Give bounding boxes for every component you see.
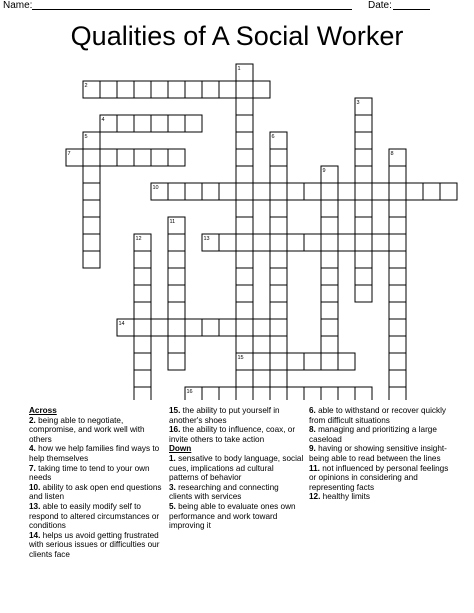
clue-text: able to withstand or recover quickly from difficult situations — [309, 406, 446, 425]
clue-num: 14. — [29, 530, 43, 540]
clue-num: 11. — [309, 463, 323, 473]
grid-cell[interactable] — [202, 183, 219, 200]
clue-text: being able to evaluate ones own performance and work toward improving it — [169, 501, 296, 531]
grid-cell[interactable] — [304, 387, 321, 400]
grid-cell[interactable] — [236, 132, 253, 149]
clues-column-2 — [169, 406, 304, 531]
grid-cell[interactable] — [168, 319, 185, 336]
grid-cell[interactable] — [185, 81, 202, 98]
clue-number: 9 — [322, 168, 326, 174]
grid-cell[interactable] — [304, 234, 321, 251]
grid-cell[interactable] — [83, 217, 100, 234]
clue-text: the ability to put yourself in another's shoes — [169, 406, 280, 425]
down-clue — [309, 425, 449, 444]
across-clue — [169, 406, 304, 425]
clue-num: 3. — [169, 482, 179, 492]
grid-cell[interactable] — [304, 183, 321, 200]
date-label: Date: — [368, 0, 392, 11]
grid-cell[interactable] — [151, 81, 168, 98]
grid-cell[interactable] — [270, 302, 287, 319]
grid-cell[interactable] — [321, 268, 338, 285]
grid-cell[interactable] — [202, 387, 219, 400]
grid-cell[interactable] — [355, 183, 372, 200]
grid-cell[interactable] — [134, 319, 151, 336]
grid-cell[interactable] — [117, 149, 134, 166]
grid-cell[interactable] — [236, 166, 253, 183]
grid-cell[interactable] — [134, 302, 151, 319]
grid-cell[interactable] — [321, 234, 338, 251]
grid-cell[interactable] — [236, 302, 253, 319]
grid-cell[interactable] — [117, 81, 134, 98]
grid-cell[interactable] — [321, 353, 338, 370]
grid-cell[interactable] — [151, 319, 168, 336]
grid-cell[interactable] — [389, 217, 406, 234]
clue-number: 1 — [237, 66, 241, 72]
grid-cell[interactable] — [168, 81, 185, 98]
clue-num: 15. — [169, 406, 183, 415]
grid-cell[interactable] — [355, 251, 372, 268]
clue-num: 8. — [309, 425, 319, 435]
clue-num: 1. — [169, 453, 179, 463]
grid-cell[interactable] — [83, 234, 100, 251]
grid-cell[interactable] — [134, 115, 151, 132]
clue-number: 8 — [390, 151, 394, 157]
grid-cell[interactable] — [236, 217, 253, 234]
grid-cell[interactable] — [389, 285, 406, 302]
grid-cell[interactable] — [168, 268, 185, 285]
down-clue — [309, 492, 449, 502]
grid-cell[interactable] — [236, 81, 253, 98]
grid-cell[interactable] — [270, 268, 287, 285]
across-clue — [29, 444, 167, 463]
grid-cell[interactable] — [270, 387, 287, 400]
grid-cell[interactable] — [406, 183, 423, 200]
grid-cell[interactable] — [134, 149, 151, 166]
grid-cell[interactable] — [321, 251, 338, 268]
grid-cell[interactable] — [219, 234, 236, 251]
grid-cell[interactable] — [389, 353, 406, 370]
clue-text: not influenced by personal feelings or opinions in considering and representing facts — [309, 463, 449, 492]
grid-cell[interactable] — [100, 81, 117, 98]
grid-cell[interactable] — [236, 98, 253, 115]
name-label: Name: — [3, 0, 33, 11]
clue-text: researching and connecting clients with services — [169, 482, 279, 502]
grid-cell[interactable] — [287, 387, 304, 400]
grid-cell[interactable] — [236, 387, 253, 400]
clue-text: being able to negotiate, compromise, and work well with others — [29, 415, 145, 444]
grid-cell[interactable] — [389, 234, 406, 251]
clue-text: sensative to body language, social cues, implications ad cultural patterns of behavior — [169, 453, 304, 483]
grid-cell[interactable] — [287, 353, 304, 370]
grid-cell[interactable] — [355, 132, 372, 149]
clue-num: 2. — [29, 415, 39, 425]
grid-cell[interactable] — [253, 183, 270, 200]
across-clue — [29, 531, 167, 560]
down-clue — [169, 502, 304, 531]
across-clue — [29, 502, 167, 531]
grid-cell[interactable] — [236, 183, 253, 200]
grid-cell[interactable] — [100, 149, 117, 166]
grid-cell[interactable] — [270, 166, 287, 183]
clue-number: 15 — [237, 355, 244, 361]
grid-cell[interactable] — [236, 251, 253, 268]
grid-cell[interactable] — [185, 319, 202, 336]
clue-number: 12 — [135, 236, 142, 242]
grid-cell[interactable] — [270, 149, 287, 166]
clue-number: 7 — [67, 151, 71, 157]
grid-cell[interactable] — [134, 370, 151, 387]
clue-num: 6. — [309, 406, 319, 415]
grid-cell[interactable] — [270, 370, 287, 387]
grid-cell[interactable] — [168, 183, 185, 200]
clue-num: 13. — [29, 501, 43, 511]
page-title: Qualities of A Social Worker — [70, 21, 404, 51]
clue-number: 6 — [271, 134, 275, 140]
grid-cell[interactable] — [151, 115, 168, 132]
grid-cell[interactable] — [270, 353, 287, 370]
clue-number: 13 — [203, 236, 210, 242]
grid-cell[interactable] — [168, 285, 185, 302]
grid-cell[interactable] — [253, 353, 270, 370]
grid-cell[interactable] — [134, 268, 151, 285]
grid-cell[interactable] — [389, 251, 406, 268]
grid-cell[interactable] — [236, 149, 253, 166]
clue-number: 2 — [84, 83, 88, 89]
grid-cell[interactable] — [372, 183, 389, 200]
across-clue — [169, 425, 304, 444]
clue-text: the ability to influence, coax, or invite others to take action — [169, 425, 296, 444]
clue-text: taking time to tend to your own needs — [29, 463, 150, 483]
grid-cell[interactable] — [134, 353, 151, 370]
grid-cell[interactable] — [338, 234, 355, 251]
clue-number: 11 — [169, 219, 176, 225]
grid-cell[interactable] — [253, 81, 270, 98]
grid-cell[interactable] — [83, 183, 100, 200]
clue-number: 3 — [356, 100, 360, 106]
across-clue — [29, 464, 167, 483]
grid-cell[interactable] — [321, 217, 338, 234]
grid-cell[interactable] — [355, 115, 372, 132]
grid-cell[interactable] — [355, 234, 372, 251]
clue-num: 4. — [29, 444, 39, 454]
across-clue — [29, 483, 167, 502]
grid-cell[interactable] — [117, 115, 134, 132]
clue-text: ability to ask open end questions and listen — [29, 482, 162, 502]
grid-cell[interactable] — [219, 387, 236, 400]
grid-cell[interactable] — [236, 285, 253, 302]
grid-cell[interactable] — [355, 268, 372, 285]
clue-num: 10. — [29, 482, 43, 492]
grid-cell[interactable] — [355, 166, 372, 183]
grid-cell[interactable] — [134, 336, 151, 353]
grid-cell[interactable] — [355, 200, 372, 217]
clue-number: 5 — [84, 134, 88, 140]
grid-cell[interactable] — [253, 234, 270, 251]
grid-cell[interactable] — [219, 319, 236, 336]
grid-cell[interactable] — [355, 387, 372, 400]
grid-cell[interactable] — [338, 353, 355, 370]
grid-cell[interactable] — [270, 183, 287, 200]
grid-cell[interactable] — [151, 149, 168, 166]
grid-cell[interactable] — [236, 319, 253, 336]
grid-cell[interactable] — [338, 183, 355, 200]
grid-cell[interactable] — [134, 387, 151, 400]
clue-number: 10 — [152, 185, 159, 191]
grid-cell[interactable] — [321, 285, 338, 302]
clue-number: 14 — [118, 321, 125, 327]
grid-cell[interactable] — [185, 115, 202, 132]
down-clue — [169, 454, 304, 483]
down-clue — [309, 464, 449, 493]
grid-cell[interactable] — [389, 370, 406, 387]
clue-text: how we help families find ways to help themselves — [29, 444, 160, 463]
grid-cell[interactable] — [83, 149, 100, 166]
grid-cell[interactable] — [440, 183, 457, 200]
grid-cell[interactable] — [168, 251, 185, 268]
grid-cell[interactable] — [389, 200, 406, 217]
grid-cell[interactable] — [253, 387, 270, 400]
grid-cell[interactable] — [321, 319, 338, 336]
grid-cell[interactable] — [389, 336, 406, 353]
grid-cell[interactable] — [321, 302, 338, 319]
down-clue — [169, 483, 304, 502]
grid-cell[interactable] — [321, 183, 338, 200]
grid-cell[interactable] — [168, 336, 185, 353]
grid-cell[interactable] — [202, 319, 219, 336]
clues-column-1 — [29, 406, 167, 560]
grid-cell[interactable] — [83, 200, 100, 217]
grid-cell[interactable] — [338, 387, 355, 400]
grid-cell[interactable] — [270, 251, 287, 268]
grid-cell[interactable] — [236, 115, 253, 132]
grid-cell[interactable] — [389, 387, 406, 400]
grid-cell[interactable] — [185, 183, 202, 200]
grid-cell[interactable] — [134, 285, 151, 302]
grid-cell[interactable] — [355, 285, 372, 302]
grid-cell[interactable] — [236, 370, 253, 387]
grid-cell[interactable] — [253, 319, 270, 336]
clue-text: helps us avoid getting frustrated with serious issues or difficulties our clients face — [29, 530, 160, 559]
grid-cell[interactable] — [270, 336, 287, 353]
grid-cell[interactable] — [168, 302, 185, 319]
grid-cell[interactable] — [134, 251, 151, 268]
across-clue — [29, 416, 167, 445]
grid-cell[interactable] — [236, 268, 253, 285]
grid-cell[interactable] — [168, 149, 185, 166]
grid-cell[interactable] — [355, 149, 372, 166]
grid-cell[interactable] — [372, 234, 389, 251]
clues-column-3 — [309, 406, 449, 502]
clue-num: 7. — [29, 463, 39, 473]
clue-text: managing and prioritizing a large caseload — [309, 425, 437, 444]
down-clue — [309, 444, 449, 463]
grid-cell[interactable] — [270, 234, 287, 251]
clue-number: 4 — [101, 117, 105, 123]
grid-cell[interactable] — [219, 183, 236, 200]
down-heading: Down — [169, 444, 192, 454]
grid-cell[interactable] — [134, 81, 151, 98]
grid-cell[interactable] — [270, 285, 287, 302]
grid-cell[interactable] — [321, 200, 338, 217]
grid-cell[interactable] — [83, 251, 100, 268]
clue-num: 16. — [169, 425, 183, 435]
grid-cell[interactable] — [168, 234, 185, 251]
grid-cell[interactable] — [236, 200, 253, 217]
clue-text: having or showing sensitive insight- being able to read between the lines — [309, 444, 447, 463]
clue-text: healthy limits — [322, 492, 370, 502]
clue-num: 12. — [309, 492, 323, 502]
grid-cell[interactable] — [321, 387, 338, 400]
grid-cell[interactable] — [219, 81, 236, 98]
grid-cell[interactable] — [270, 217, 287, 234]
grid-cell[interactable] — [389, 183, 406, 200]
grid-cell[interactable] — [168, 353, 185, 370]
grid-cell[interactable] — [287, 183, 304, 200]
grid-cell[interactable] — [168, 115, 185, 132]
grid-cell[interactable] — [423, 183, 440, 200]
grid-cell[interactable] — [270, 200, 287, 217]
grid-cell[interactable] — [287, 234, 304, 251]
clue-text: able to easily modify self to respond to altered circumstances or conditions — [29, 501, 160, 531]
across-heading: Across — [29, 406, 57, 415]
grid-cell[interactable] — [389, 166, 406, 183]
grid-cell[interactable] — [236, 336, 253, 353]
grid-cell[interactable] — [83, 166, 100, 183]
grid-cell[interactable] — [321, 336, 338, 353]
grid-cell[interactable] — [304, 353, 321, 370]
grid-cell[interactable] — [389, 268, 406, 285]
clue-num: 9. — [309, 444, 319, 454]
grid-cell[interactable] — [389, 319, 406, 336]
clue-num: 5. — [169, 501, 179, 511]
grid-cell[interactable] — [270, 319, 287, 336]
grid-cell[interactable] — [236, 234, 253, 251]
clue-number: 16 — [186, 389, 193, 395]
grid-cell[interactable] — [202, 81, 219, 98]
grid-cell[interactable] — [389, 302, 406, 319]
grid-cell[interactable] — [355, 217, 372, 234]
down-clue — [309, 406, 449, 425]
